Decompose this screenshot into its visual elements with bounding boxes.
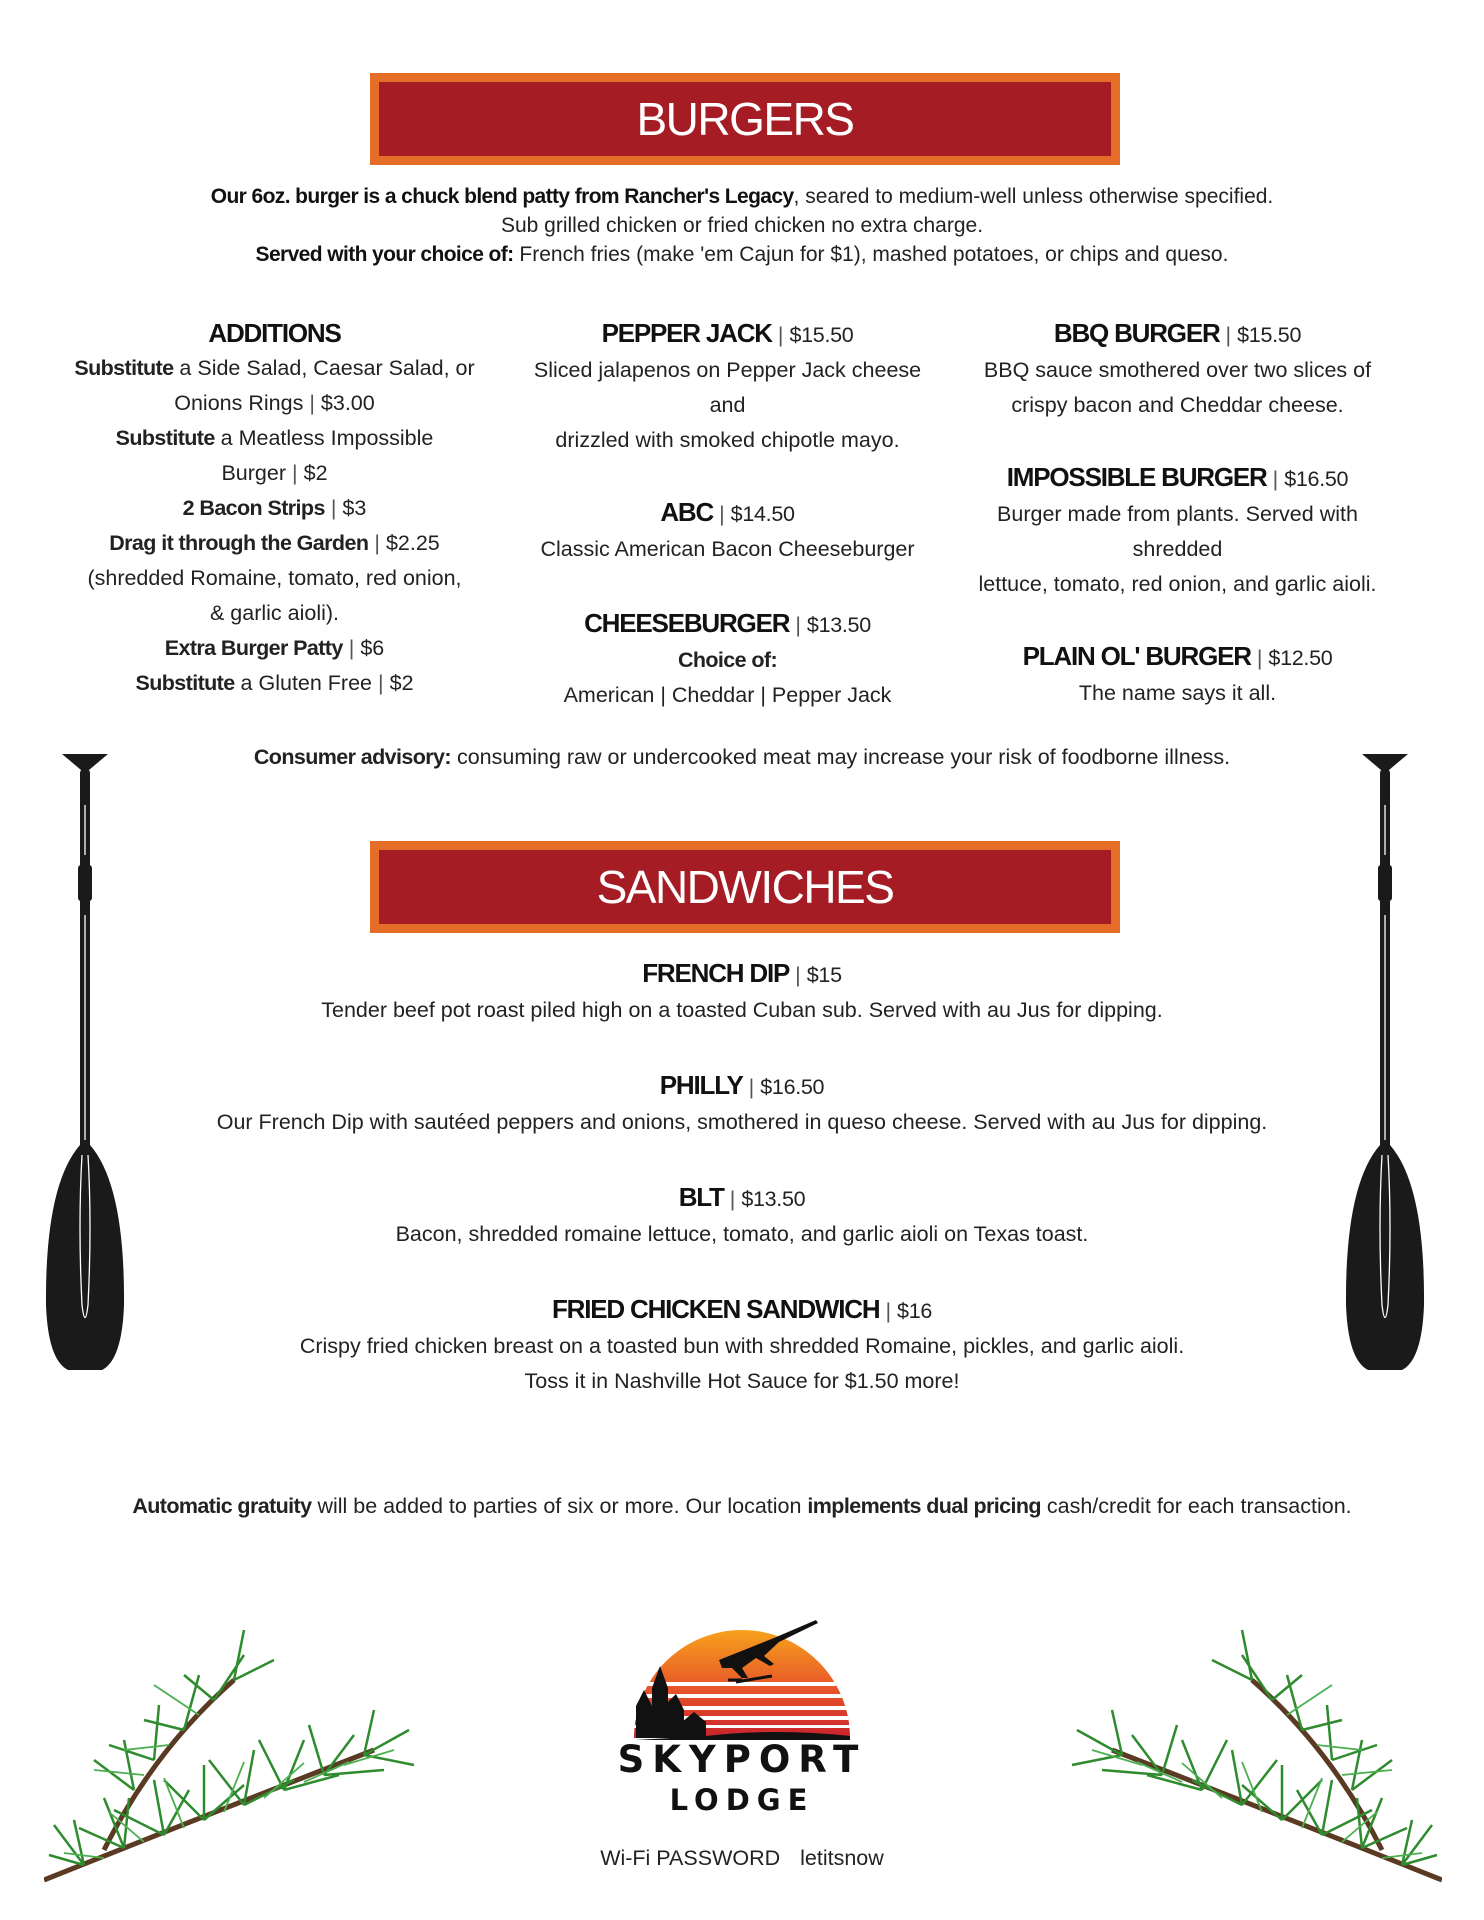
- item-desc: Our French Dip with sautéed peppers and onions, smothered in queso cheese. Served with au Jus for dipping.: [216, 1110, 1268, 1134]
- item-choice-label: Choice of:: [677, 648, 778, 672]
- item-desc: Classic American Bacon Cheeseburger: [540, 537, 915, 561]
- addition-note: & garlic aioli).: [209, 601, 340, 625]
- wifi-label: Wi-Fi PASSWORD: [600, 1846, 781, 1870]
- additions-title: ADDITIONS: [208, 318, 341, 348]
- item-price: $15.50: [789, 323, 854, 347]
- item-price: $16.50: [1284, 467, 1349, 491]
- item-desc: Bacon, shredded romaine lettuce, tomato, and garlic aioli on Texas toast.: [395, 1222, 1089, 1246]
- item-price: $14.50: [730, 502, 795, 526]
- menu-item-impossible-burger: IMPOSSIBLE BURGER | $16.50 Burger made from plants. Served with shredded lettuce, tomato, red onion, and garlic aioli.: [950, 460, 1405, 602]
- menu-item-abc: ABC | $14.50 Classic American Bacon Cheeseburger: [515, 495, 940, 567]
- addition-price: $2: [389, 671, 414, 695]
- addition-item: Drag it through the Garden | $2.25: [109, 531, 440, 555]
- consumer-advisory: Consumer advisory: consuming raw or undercooked meat may increase your risk of foodborne illness.: [253, 745, 1231, 769]
- menu-item-cheeseburger: CHEESEBURGER | $13.50 Choice of: American | Cheddar | Pepper Jack: [515, 606, 940, 713]
- item-desc: Crispy fried chicken breast on a toasted bun with shredded Romaine, pickles, and garlic aioli.: [299, 1334, 1185, 1358]
- addition-note: (shredded Romaine, tomato, red onion,: [87, 566, 462, 590]
- burgers-middle-column: [515, 316, 940, 713]
- item-name: PHILLY: [659, 1070, 743, 1100]
- item-name: CHEESEBURGER: [584, 608, 790, 638]
- pine-branch-icon: [44, 1590, 464, 1890]
- item-price: $15: [806, 963, 842, 987]
- item-desc: Tender beef pot roast piled high on a toasted Cuban sub. Served with au Jus for dipping.: [321, 998, 1163, 1022]
- menu-item-plain-ol-burger: PLAIN OL' BURGER | $12.50 The name says it all.: [950, 639, 1405, 711]
- item-price: $13.50: [741, 1187, 806, 1211]
- addition-item: 2 Bacon Strips | $3: [182, 496, 367, 520]
- item-desc: lettuce, tomato, red onion, and garlic aioli.: [978, 572, 1377, 596]
- item-price: $16: [897, 1299, 933, 1323]
- intro-text-1: , seared to medium-well unless otherwise specified.: [793, 185, 1274, 208]
- item-name: IMPOSSIBLE BURGER: [1006, 462, 1267, 492]
- menu-item-blt: BLT | $13.50 Bacon, shredded romaine lettuce, tomato, and garlic aioli on Texas toast.: [0, 1180, 1484, 1252]
- logo-title: SKYPORT: [617, 1738, 867, 1781]
- addition-item: Onions Rings | $3.00: [174, 391, 375, 415]
- item-name: BLT: [678, 1182, 724, 1212]
- additions-column: [62, 316, 487, 701]
- addition-price: $3: [342, 496, 367, 520]
- intro-bold-3: Served with your choice of:: [255, 243, 514, 266]
- item-name: PLAIN OL' BURGER: [1022, 641, 1251, 671]
- item-desc: Sliced jalapenos on Pepper Jack cheese and: [533, 358, 922, 417]
- pine-branch-icon: [1022, 1590, 1442, 1890]
- item-price: $12.50: [1268, 646, 1333, 670]
- item-name: FRENCH DIP: [642, 958, 790, 988]
- item-price: $15.50: [1237, 323, 1302, 347]
- sandwiches-banner: [370, 841, 1120, 933]
- item-desc: The name says it all.: [1078, 681, 1277, 705]
- item-price: $13.50: [806, 613, 871, 637]
- burgers-right-column: [950, 316, 1405, 711]
- intro-bold-1: Our 6oz. burger is a chuck blend patty from Rancher's Legacy: [210, 185, 794, 208]
- item-name: PEPPER JACK: [601, 318, 772, 348]
- menu-item-fried-chicken-sandwich: FRIED CHICKEN SANDWICH | $16 Crispy fried chicken breast on a toasted bun with shredded Romaine, pickles, and garlic aioli. Toss it in Nashville Hot Sauce for $1.50 more!: [0, 1292, 1484, 1399]
- wifi-password: letitsnow: [800, 1846, 884, 1870]
- menu-item-bbq-burger: BBQ BURGER | $15.50 BBQ sauce smothered over two slices of crispy bacon and Cheddar cheese.: [950, 316, 1405, 423]
- item-name: ABC: [660, 497, 714, 527]
- burgers-intro: [0, 182, 1484, 269]
- item-options: American | Cheddar | Pepper Jack: [563, 683, 892, 707]
- intro-text-3: French fries (make 'em Cajun for $1), mashed potatoes, or chips and queso.: [513, 243, 1229, 266]
- menu-item-french-dip: FRENCH DIP | $15 Tender beef pot roast piled high on a toasted Cuban sub. Served with au Jus for dipping.: [0, 956, 1484, 1028]
- intro-text-2: Sub grilled chicken or fried chicken no extra charge.: [500, 214, 984, 237]
- sandwiches-list: [0, 956, 1484, 1399]
- gratuity-note: Automatic gratuity will be added to parties of six or more. Our location implements dual pricing cash/credit for each transaction.: [132, 1494, 1352, 1518]
- addition-price: $3.00: [320, 391, 375, 415]
- item-desc: Toss it in Nashville Hot Sauce for $1.50 more!: [524, 1369, 960, 1393]
- burgers-title: BURGERS: [379, 82, 1111, 156]
- wifi-info: [0, 1846, 1484, 1871]
- sandwiches-title: SANDWICHES: [379, 850, 1111, 924]
- addition-item: Substitute a Gluten Free | $2: [135, 671, 414, 695]
- menu-item-pepper-jack: PEPPER JACK | $15.50 Sliced jalapenos on Pepper Jack cheese and drizzled with smoked chipotle mayo.: [515, 316, 940, 458]
- burgers-banner: [370, 73, 1120, 165]
- addition-price: $2.25: [385, 531, 440, 555]
- menu-item-philly: PHILLY | $16.50 Our French Dip with sautéed peppers and onions, smothered in queso cheese. Served with au Jus for dipping.: [0, 1068, 1484, 1140]
- addition-item: Substitute a Side Salad, Caesar Salad, or: [74, 356, 475, 380]
- item-desc: BBQ sauce smothered over two slices of: [983, 358, 1372, 382]
- addition-item: Substitute a Meatless Impossible Burger | $2: [115, 426, 434, 485]
- item-name: BBQ BURGER: [1053, 318, 1220, 348]
- addition-price: $6: [360, 636, 385, 660]
- logo-subtitle: LODGE: [669, 1783, 815, 1817]
- item-desc: crispy bacon and Cheddar cheese.: [1011, 393, 1344, 417]
- addition-price: $2: [303, 461, 328, 485]
- item-desc: drizzled with smoked chipotle mayo.: [555, 428, 900, 452]
- addition-item: Extra Burger Patty | $6: [164, 636, 385, 660]
- item-price: $16.50: [760, 1075, 825, 1099]
- item-name: FRIED CHICKEN SANDWICH: [551, 1294, 880, 1324]
- item-desc: Burger made from plants. Served with shredded: [997, 502, 1358, 561]
